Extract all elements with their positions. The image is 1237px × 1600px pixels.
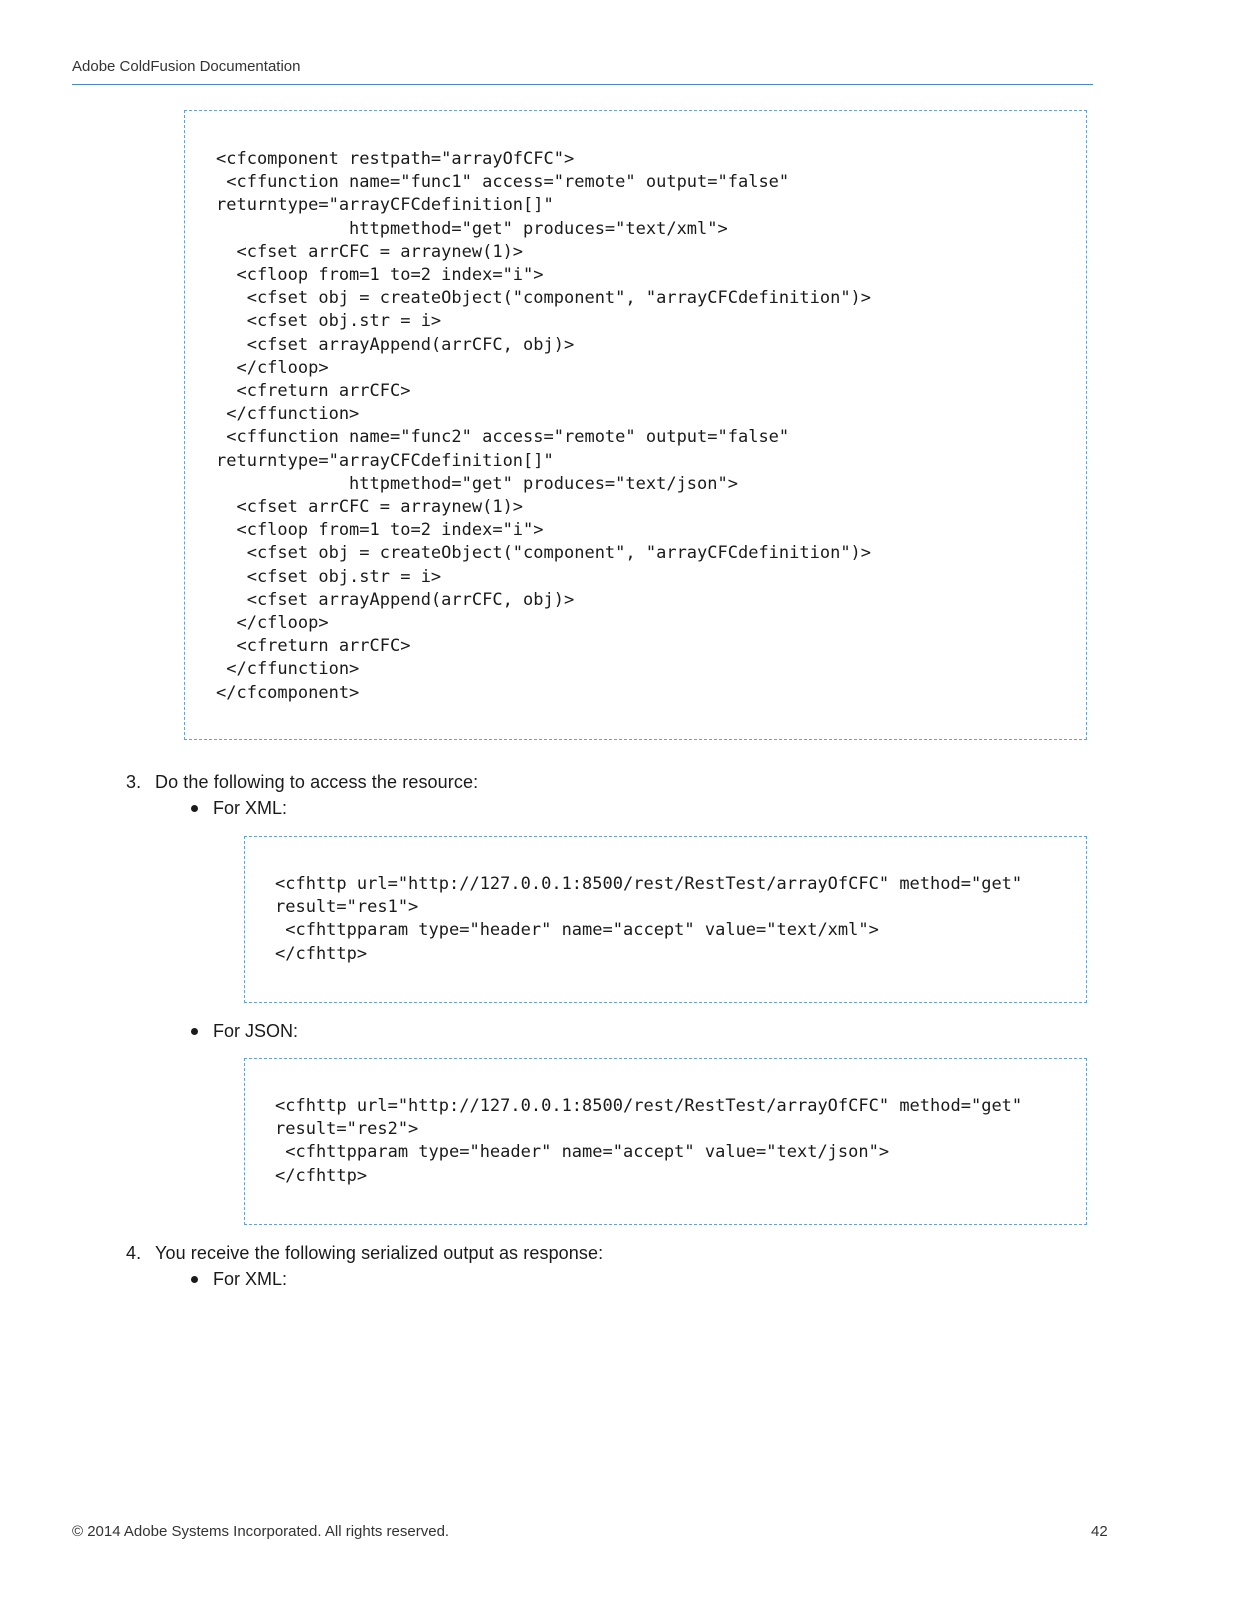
code-text: <cfhttp url="http://127.0.0.1:8500/rest/RestTest/arrayOfCFC" method="get" result="res1"> <cfhttpparam type="header" name="accept" value="text/xml"> </cfhttp> bbox=[275, 874, 1023, 964]
bullet-text: For JSON: bbox=[213, 1021, 299, 1041]
bullet-icon bbox=[191, 805, 198, 812]
document-header-title: Adobe ColdFusion Documentation bbox=[72, 58, 301, 75]
step-number: 3. bbox=[126, 772, 142, 792]
code-text: <cfhttp url="http://127.0.0.1:8500/rest/RestTest/arrayOfCFC" method="get" result="res2"> <cfhttpparam type="header" name="accept" value="text/json"> </cfhttp> bbox=[275, 1096, 1023, 1186]
code-block-cfcomponent bbox=[184, 110, 1087, 740]
bullet-icon bbox=[191, 1028, 198, 1035]
code-block-cfhttp-json bbox=[244, 1058, 1087, 1225]
step-number: 4. bbox=[126, 1243, 142, 1263]
header-divider bbox=[72, 84, 1093, 85]
bullet-text: For XML: bbox=[213, 1269, 288, 1289]
page-number: 42 bbox=[1091, 1523, 1108, 1540]
code-text: <cfcomponent restpath="arrayOfCFC"> <cffunction name="func1" access="remote" output="false" returntype="arrayCFCdefinition[]" httpmethod="get" produces="text/xml"> <cfset arrCFC = arraynew(1)> <cfloop from=1 to=2 index="i"> <cfset obj = createObject("component", "arrayCFCdefinition")> <cfset obj.str = i> <cfset arrayAppend(arrCFC, obj)> </cfloop> <cfreturn arrCFC> </cffunction> <cffunction name="func2" access="remote" output="false" returntype="arrayCFCdefinition[]" httpmethod="get" produces="text/json"> <cfset arrCFC = arraynew(1)> <cfloop from=1 to=2 index="i"> <cfset obj = createObject("component", "arrayCFCdefinition")> <cfset obj.str = i> <cfset arrayAppend(arrCFC, obj)> </cfloop> <cfreturn arrCFC> </cffunction> </cfcomponent> bbox=[216, 149, 872, 703]
bullet-icon bbox=[191, 1276, 198, 1283]
step-text: You receive the following serialized output as response: bbox=[155, 1243, 604, 1263]
footer-copyright: © 2014 Adobe Systems Incorporated. All rights reserved. bbox=[72, 1523, 450, 1540]
step-text: Do the following to access the resource: bbox=[155, 772, 479, 792]
code-block-cfhttp-xml bbox=[244, 836, 1087, 1003]
bullet-text: For XML: bbox=[213, 798, 288, 818]
